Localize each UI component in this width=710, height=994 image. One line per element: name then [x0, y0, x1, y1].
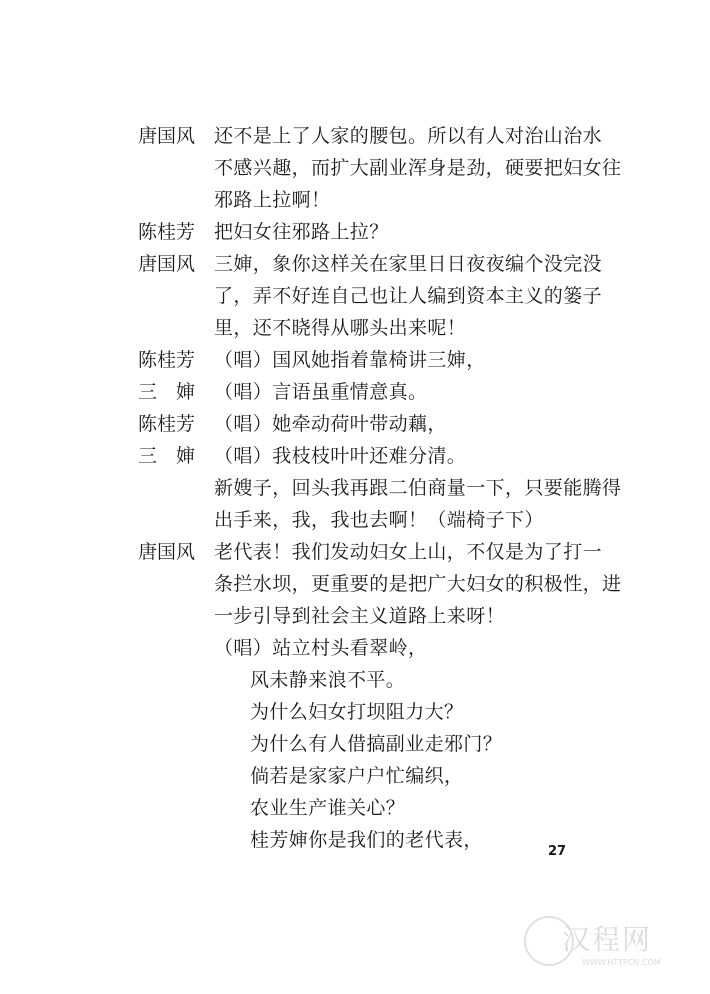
dialogue-line: 出手来，我，我也去啊！（端椅子下） — [214, 509, 544, 531]
dialogue-line: 不感兴趣，而扩大副业浑身是劲，硬要把妇女往 — [214, 157, 622, 179]
dialogue-line: 把妇女往邪路上拉？ — [214, 221, 389, 243]
watermark — [520, 912, 700, 982]
speaker-label: 唐国风 — [138, 253, 196, 275]
speaker-label: 三 婶 — [138, 381, 196, 403]
speaker-label: 陈桂芳 — [138, 413, 196, 435]
verse-line: 为什么有人借搞副业走邪门？ — [250, 733, 503, 755]
dialogue-line: 条拦水坝，更重要的是把广大妇女的积极性，进 — [214, 573, 622, 595]
verse-line: 农业生产谁关心？ — [250, 797, 406, 819]
dialogue-line: 还不是上了人家的腰包。所以有人对治山治水 — [214, 125, 603, 147]
verse-line: 桂芳婶你是我们的老代表， — [250, 829, 483, 851]
page-number: 27 — [548, 844, 567, 859]
verse-line: 为什么妇女打坝阻力大？ — [250, 701, 464, 723]
dialogue-line: （唱）国风她指着靠椅讲三婶， — [214, 349, 486, 371]
dialogue-line: 邪路上拉啊！ — [214, 189, 331, 211]
dialogue-line: （唱）言语虽重情意真。 — [214, 381, 428, 403]
watermark-url: WWW.HTTPCN.COM — [582, 958, 661, 967]
dialogue-line: （唱）她牵动荷叶带动藕， — [214, 413, 447, 435]
dialogue-line: 了，弄不好连自己也让人编到资本主义的篓子 — [214, 285, 603, 307]
dialogue-line: 新嫂子，回头我再跟二伯商量一下，只要能腾得 — [214, 477, 622, 499]
watermark-text: 汉程网 — [562, 923, 653, 956]
dialogue-line: （唱）站立村头看翠岭， — [214, 637, 428, 659]
speaker-label: 陈桂芳 — [138, 221, 196, 243]
speaker-label: 唐国风 — [138, 541, 196, 563]
speaker-label: 唐国风 — [138, 125, 196, 147]
dialogue-line: 一步引导到社会主义道路上来呀！ — [214, 605, 506, 627]
verse-line: 风未静来浪不平。 — [250, 669, 406, 691]
speaker-label: 陈桂芳 — [138, 349, 196, 371]
dialogue-line: 里，还不晓得从哪头出来呢！ — [214, 317, 467, 339]
speaker-label: 三 婶 — [138, 445, 196, 467]
dialogue-line: （唱）我枝枝叶叶还难分清。 — [214, 445, 467, 467]
dialogue-line: 三婶，象你这样关在家里日日夜夜编个没完没 — [214, 253, 603, 275]
verse-line: 倘若是家家户户忙编织， — [250, 765, 464, 787]
dialogue-line: 老代表！我们发动妇女上山，不仅是为了打一 — [214, 541, 603, 563]
